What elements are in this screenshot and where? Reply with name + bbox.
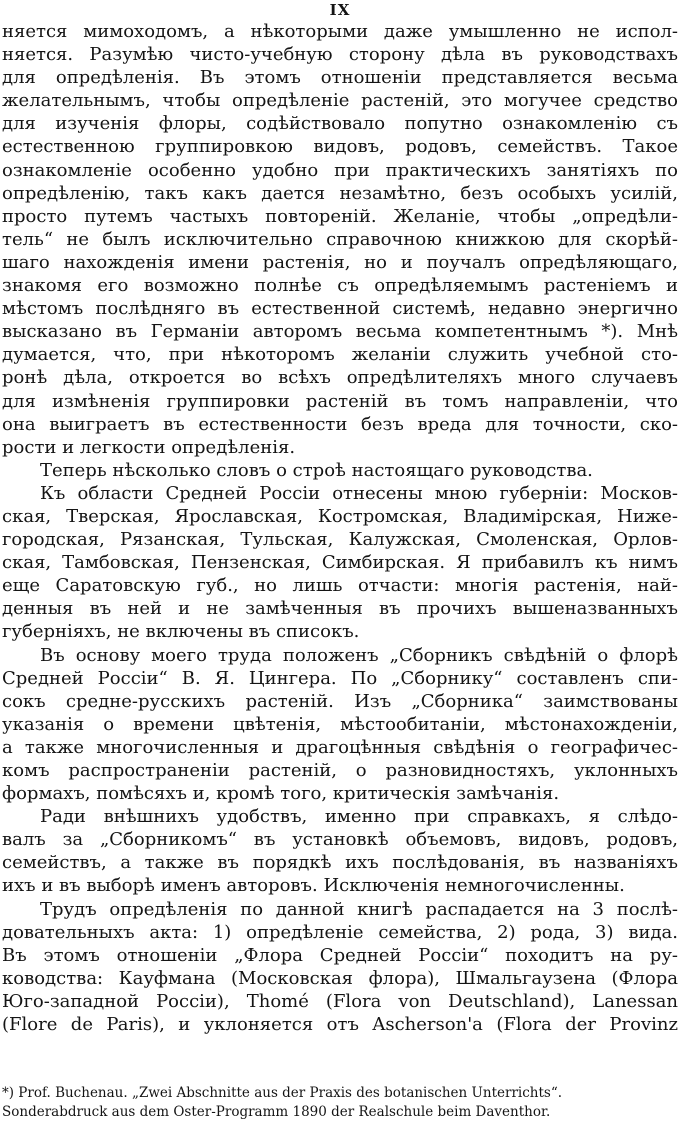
text-line: ронѣ дѣла, откроется во всѣхъ опредѣлителяхъ много случаевъ <box>2 367 678 389</box>
footnote-line: Sonderabdruck aus dem Oster-Programm 1890 der Realschule beim Daventhor. <box>2 1104 551 1120</box>
text-line: Въ этомъ отношеніи „Флора Средней Россіи“ походитъ на ру- <box>2 944 678 966</box>
text-line: ская, Тамбовская, Пензенская, Симбирская. Я прибавилъ къ нимъ <box>2 552 678 574</box>
body-text <box>2 20 678 1036</box>
text-line: семействъ, а также въ порядкѣ ихъ послѣдованія, въ названіяхъ <box>2 852 678 874</box>
footnotes <box>2 1084 678 1122</box>
text-line: опредѣленію, такъ какъ дается незамѣтно, безъ особыхъ усилій, <box>2 182 678 204</box>
text-line: просто путемъ частыхъ повтореній. Желаніе, чтобы „опредѣли- <box>2 205 678 227</box>
text-line: городская, Рязанская, Тульская, Калужская, Смоленская, Орлов- <box>2 529 678 551</box>
text-line: няется мимоходомъ, а нѣкоторыми даже умышленно не испол- <box>2 21 678 42</box>
text-line: Теперь нѣсколько словъ о строѣ настоящаго руководства. <box>40 459 593 481</box>
text-line: довательныхъ акта: 1) опредѣленіе семейства, 2) рода, 3) вида. <box>2 921 678 943</box>
text-line: сокъ средне-русскихъ растеній. Изъ „Сборника“ заимствованы <box>2 690 678 712</box>
text-line: ская, Тверская, Ярославская, Костромская, Владимірская, Ниже- <box>2 505 678 527</box>
text-line: естественною группировкою видовъ, родовъ, семействъ. Такое <box>2 136 678 158</box>
text-line: Юго-западной Россіи), Thomé (Flora von Deutschland), Lanessan <box>2 990 678 1012</box>
text-line: еще Саратовскую губ., но лишь отчасти: многія растенія, най- <box>2 575 678 597</box>
text-line: шаго нахожденія имени растенія, но и поучалъ опредѣляющаго, <box>2 251 678 273</box>
text-line: желательнымъ, чтобы опредѣленіе растеній, это могучее средство <box>2 90 678 112</box>
text-line: для опредѣленія. Въ этомъ отношеніи представляется весьма <box>2 67 678 89</box>
text-line: ководства: Кауфмана (Московская флора), Шмальгаузена (Флора <box>2 967 678 989</box>
text-line: знакомя его возможно полнѣе съ опредѣляемымъ растеніемъ и <box>2 275 678 297</box>
text-line: она выиграетъ въ естественности безъ вреда для точности, ско- <box>2 413 678 435</box>
text-line: для изученія флоры, содѣйствовало попутно ознакомленію съ <box>2 113 678 135</box>
text-line: указанія о времени цвѣтенія, мѣстообитаніи, мѣстонахожденіи, <box>2 713 678 735</box>
text-line: а также многочисленныя и драгоцѣнныя свѣдѣнія о географичес- <box>2 736 678 758</box>
text-line: (Flore de Paris), и уклоняется отъ Ascherson'а (Flora der Provinz <box>2 1014 678 1036</box>
text-line: Въ основу моего труда положенъ „Сборникъ свѣдѣній о флорѣ <box>40 644 678 666</box>
text-line: губерніяхъ, не включены въ списокъ. <box>2 621 360 643</box>
text-line: Трудъ опредѣленія по данной книгѣ распадается на 3 послѣ- <box>40 898 678 920</box>
text-line: высказано въ Германіи авторомъ весьма компетентнымъ *). Мнѣ <box>2 321 678 343</box>
text-line: няется. Разумѣю чисто-учебную сторону дѣла въ руководствахъ <box>2 44 678 66</box>
text-line: ихъ и въ выборѣ именъ авторовъ. Исключенія немногочисленны. <box>2 875 625 897</box>
text-line: Средней Россіи“ В. Я. Цингера. По „Сборнику“ составленъ спи- <box>2 667 678 689</box>
text-line: валъ за „Сборникомъ“ въ установкѣ объемовъ, видовъ, родовъ, <box>2 829 678 851</box>
page-number: IX <box>329 1 351 19</box>
text-line: рости и легкости опредѣленія. <box>2 436 296 458</box>
text-line: денныя въ ней и не замѣченныя въ прочихъ вышеназванныхъ <box>2 598 678 620</box>
text-line: комъ распространеніи растеній, о разновидностяхъ, уклонныхъ <box>2 760 678 781</box>
text-line: формахъ, помѣсяхъ и, кромѣ того, критическія замѣчанія. <box>2 783 560 805</box>
text-line: ознакомленіе особенно удобно при практическихъ занятіяхъ по <box>2 159 678 181</box>
text-line: тель“ не былъ исключительно справочною книжкою для скорѣй- <box>2 228 678 250</box>
text-line: думается, что, при нѣкоторомъ желаніи служить учебной сто- <box>2 344 678 366</box>
text-line: Къ области Средней Россіи отнесены мною губерніи: Москов- <box>40 482 678 504</box>
text-line: Ради внѣшнихъ удобствъ, именно при справкахъ, я слѣдо- <box>40 806 678 828</box>
text-line: мѣстомъ послѣдняго въ естественной системѣ, недавно энергично <box>2 298 678 320</box>
text-line: для измѣненія группировки растеній въ томъ направленіи, что <box>2 390 678 412</box>
footnote-line: *) Prof. Buchenau. „Zwei Abschnitte aus der Praxis des botanischen Unterrichts“. <box>2 1085 563 1101</box>
